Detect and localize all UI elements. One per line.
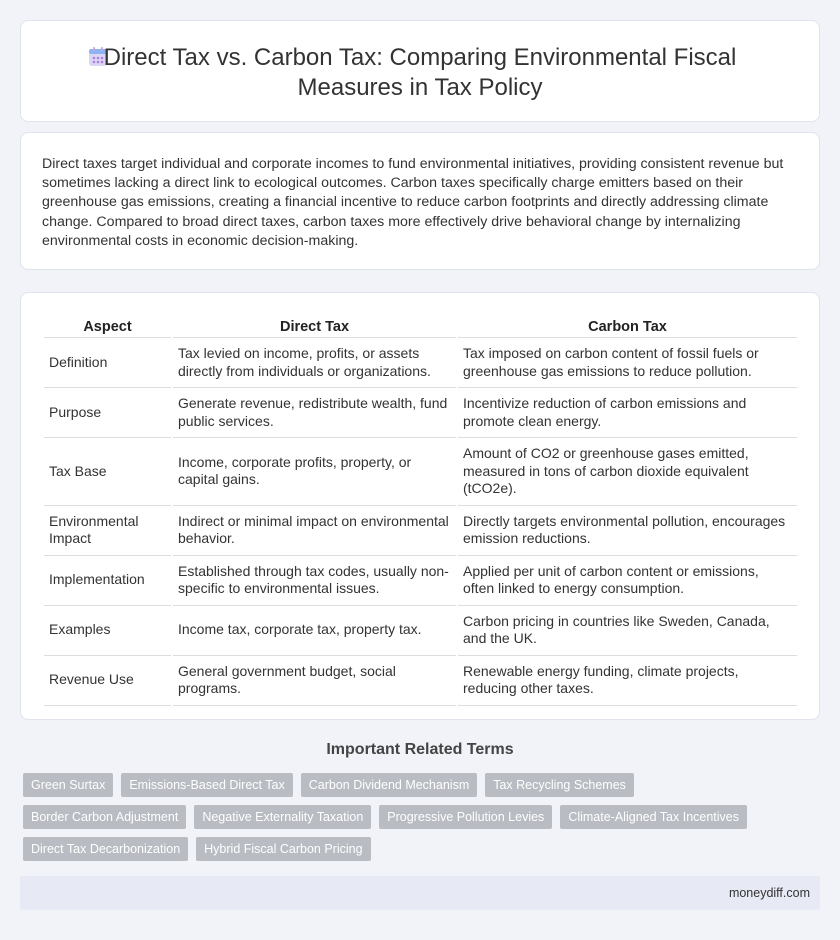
carbon-tax-cell: Amount of CO2 or greenhouse gases emitted, measured in tons of carbon dioxide equivalent (tCO2e). [458, 438, 797, 506]
carbon-tax-cell: Incentivize reduction of carbon emissions and promote clean energy. [458, 388, 797, 438]
direct-tax-cell: General government budget, social programs. [173, 656, 456, 706]
related-term-tag[interactable]: Green Surtax [23, 773, 113, 797]
direct-tax-cell: Income, corporate profits, property, or capital gains. [173, 438, 456, 506]
table-row [44, 438, 797, 506]
aspect-cell: Tax Base [44, 438, 171, 506]
direct-tax-cell: Generate revenue, redistribute wealth, fund public services. [173, 388, 456, 438]
table-row [44, 388, 797, 438]
aspect-cell: Revenue Use [44, 656, 171, 706]
comparison-table-card [20, 292, 820, 720]
related-term-tag[interactable]: Border Carbon Adjustment [23, 805, 186, 829]
direct-tax-cell: Indirect or minimal impact on environmental behavior. [173, 506, 456, 556]
header-direct-tax: Direct Tax [173, 317, 456, 338]
intro-card [20, 132, 820, 270]
aspect-cell: Environmental Impact [44, 506, 171, 556]
related-term-tag[interactable]: Climate-Aligned Tax Incentives [560, 805, 747, 829]
table-row [44, 506, 797, 556]
carbon-tax-cell: Tax imposed on carbon content of fossil fuels or greenhouse gas emissions to reduce pollution. [458, 338, 797, 388]
header-card [20, 20, 820, 122]
table-row [44, 606, 797, 656]
aspect-cell: Implementation [44, 556, 171, 606]
aspect-cell: Examples [44, 606, 171, 656]
related-term-tag[interactable]: Emissions-Based Direct Tax [121, 773, 292, 797]
direct-tax-cell: Tax levied on income, profits, or assets directly from individuals or organizations. [173, 338, 456, 388]
related-terms-title: Important Related Terms [326, 741, 514, 758]
aspect-cell: Purpose [44, 388, 171, 438]
carbon-tax-cell: Directly targets environmental pollution, encourages emission reductions. [458, 506, 797, 556]
table-row [44, 656, 797, 706]
direct-tax-cell: Income tax, corporate tax, property tax. [173, 606, 456, 656]
table-row [44, 556, 797, 606]
header-carbon-tax: Carbon Tax [458, 317, 797, 338]
footer-site-name: moneydiff.com [728, 886, 810, 900]
carbon-tax-cell: Renewable energy funding, climate projects, reducing other taxes. [458, 656, 797, 706]
related-term-tag[interactable]: Negative Externality Taxation [194, 805, 371, 829]
direct-tax-cell: Established through tax codes, usually non-specific to environmental issues. [173, 556, 456, 606]
related-term-tag[interactable]: Progressive Pollution Levies [379, 805, 552, 829]
page-title: Direct Tax vs. Carbon Tax: Comparing Environmental Fiscal Measures in Tax Policy [103, 44, 737, 101]
carbon-tax-cell: Carbon pricing in countries like Sweden, Canada, and the UK. [458, 606, 797, 656]
carbon-tax-cell: Applied per unit of carbon content or emissions, often linked to energy consumption. [458, 556, 797, 606]
intro-paragraph: Direct taxes target individual and corporate incomes to fund environmental initiatives, providing consistent revenue but sometimes lacking a direct link to ecological outcomes. Carbon taxes specifically charge emitters based on their greenhouse gas emissions, creating a financial incentive to reduce carbon footprints and directly addressing climate change. Compared to broad direct taxes, carbon taxes more effectively drive behavioral change by internalizing environmental costs in economic decision-making. [42, 156, 784, 249]
footer-bar [20, 876, 820, 910]
comparison-table [42, 317, 799, 706]
related-terms-list [23, 773, 783, 861]
aspect-cell: Definition [44, 338, 171, 388]
related-term-tag[interactable]: Hybrid Fiscal Carbon Pricing [196, 837, 370, 861]
header-aspect: Aspect [44, 317, 171, 338]
table-row [44, 338, 797, 388]
related-term-tag[interactable]: Direct Tax Decarbonization [23, 837, 188, 861]
related-term-tag[interactable]: Tax Recycling Schemes [485, 773, 634, 797]
table-header-row [44, 317, 797, 338]
related-term-tag[interactable]: Carbon Dividend Mechanism [301, 773, 478, 797]
